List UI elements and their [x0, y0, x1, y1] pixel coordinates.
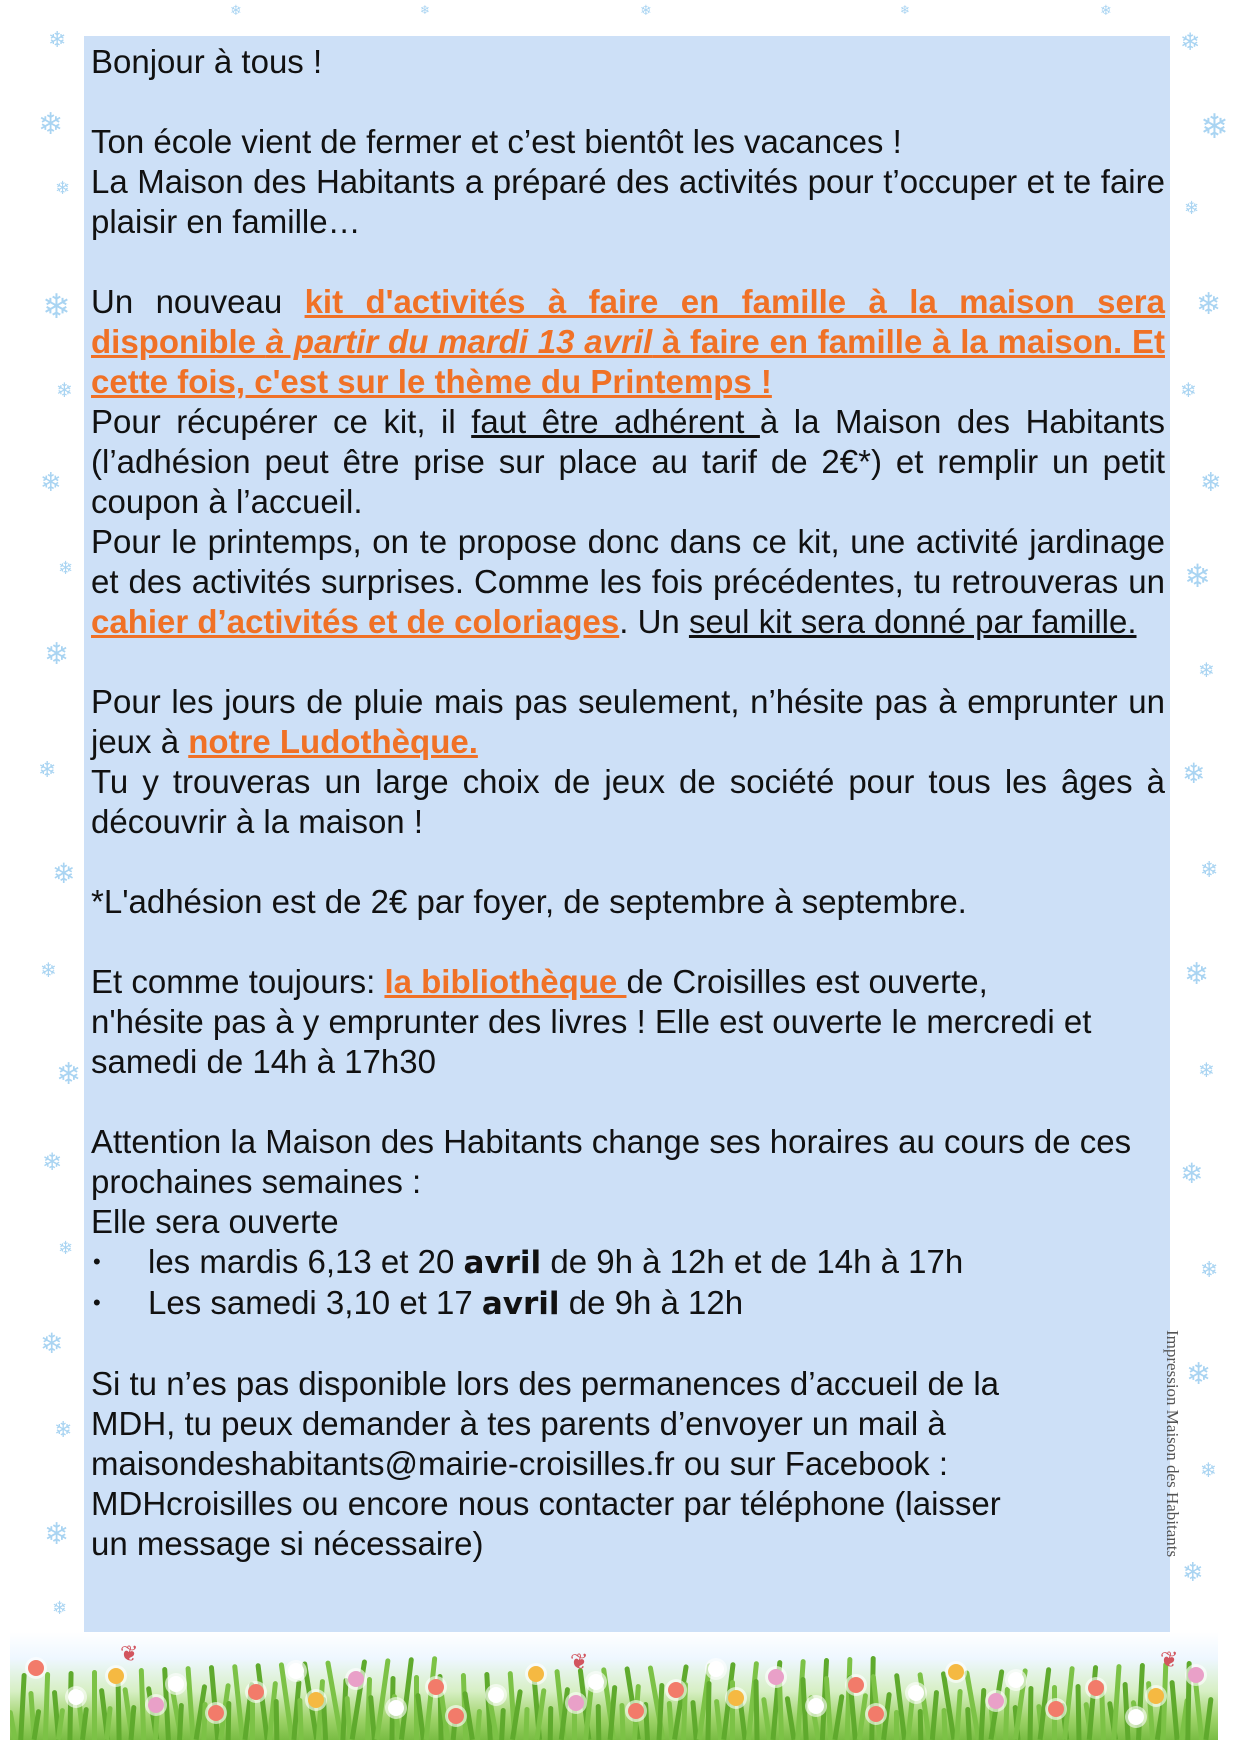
library-paragraph: Et comme toujours: la bibliothèque de Croisilles est ouverte, n'hésite pas à y emprunter des livres ! Elle est ouverte le mercredi et samedi de 14h à 17h30 [91, 963, 1092, 1080]
kit-prefix: Un nouveau [91, 283, 305, 320]
flower-icon [1188, 1667, 1204, 1683]
snowflake-icon: ❄ [58, 558, 74, 579]
snowflake-icon: ❄ [640, 3, 652, 19]
snowflake-icon: ❄ [1100, 3, 1112, 19]
snowflake-icon: ❄ [56, 378, 73, 402]
butterfly-icon: ❦ [1160, 1648, 1179, 1673]
grass-blade [705, 1681, 711, 1740]
snowflake-icon: ❄ [1182, 757, 1206, 790]
grass-blade [1203, 1697, 1213, 1740]
grass-blade [596, 1704, 602, 1740]
grass-blade [548, 1706, 554, 1740]
grass-blade [226, 1701, 232, 1740]
schedule-item-tuesdays: • les mardis 6,13 et 20 avril de 9h à 12h et de 14h à 17h [93, 1243, 964, 1281]
grass-blade [619, 1703, 625, 1740]
snowflake-icon: ❄ [1198, 658, 1215, 682]
snowflake-icon: ❄ [1200, 107, 1229, 147]
grass-blade [753, 1679, 759, 1740]
flower-icon [1048, 1701, 1064, 1717]
contact-line-2: MDH, tu peux demander à tes parents d’envoyer un mail à [91, 1405, 946, 1442]
grass-blade [399, 1657, 414, 1740]
flower-icon [1088, 1680, 1104, 1696]
snowflake-icon: ❄ [52, 857, 76, 890]
contact-line-4: MDHcroisilles ou encore nous contacter par téléphone (laisser [91, 1485, 1001, 1522]
grass-blade [250, 1700, 255, 1740]
snowflake-icon: ❄ [56, 1057, 82, 1092]
grass-blade [67, 1671, 73, 1740]
snowflake-icon: ❄ [52, 1598, 68, 1619]
bullet-icon: • [93, 1290, 101, 1315]
flower-icon [588, 1674, 604, 1690]
flower-icon [628, 1703, 644, 1719]
snowflake-icon: ❄ [1180, 378, 1197, 402]
flower-icon [1008, 1672, 1024, 1688]
grass-blade [1003, 1687, 1010, 1740]
flower-icon [108, 1668, 124, 1684]
grass-blade [930, 1690, 939, 1740]
grass-blade [201, 1702, 207, 1740]
snowflake-icon: ❄ [1184, 198, 1200, 219]
flower-icon [288, 1663, 304, 1679]
snowflake-icon: ❄ [48, 28, 67, 53]
flower-icon [68, 1689, 84, 1705]
snowflake-icon: ❄ [38, 107, 64, 142]
grass-blade [954, 1689, 963, 1740]
snowflake-icon: ❄ [1200, 1258, 1219, 1283]
spring-activities: Pour le printemps, on te propose donc dans ce kit, une activité jardinage et des activités surprises. Comme les fois précédentes, tu retrouveras un cahier d’activités et de coloriages. Un seul kit sera donné par famille. [91, 523, 1165, 640]
flower-icon [348, 1671, 364, 1687]
flower-icon [248, 1684, 264, 1700]
snowflake-icon: ❄ [1180, 1157, 1204, 1190]
flower-icon [768, 1669, 784, 1685]
kit-date: à partir du mardi 13 avril [265, 323, 653, 360]
snowflake-icon: ❄ [40, 1327, 64, 1360]
ludotheque-paragraph: Pour les jours de pluie mais pas seulement, n’hésite pas à emprunter un jeux à notre Ludothèque. [91, 683, 1165, 760]
flower-icon [1128, 1709, 1144, 1725]
flower-icon [388, 1700, 404, 1716]
snowflake-icon: ❄ [1196, 287, 1222, 322]
snowflake-icon: ❄ [1184, 557, 1211, 595]
snowflake-icon: ❄ [54, 1418, 73, 1443]
snowflake-icon: ❄ [55, 178, 71, 199]
schedule-intro: Attention la Maison des Habitants change ses horaires au cours de ces prochaines semaines : [91, 1123, 1132, 1200]
snowflake-icon: ❄ [1184, 957, 1210, 992]
grass-blade [1111, 1664, 1121, 1740]
grass-blade [10, 1710, 18, 1740]
grass-blade [297, 1698, 303, 1740]
grass-blade [424, 1656, 438, 1740]
flower-icon [428, 1679, 444, 1695]
grass-blade [730, 1680, 735, 1740]
flower-icon [988, 1693, 1004, 1709]
grass-blade [499, 1708, 506, 1740]
grass-blade [777, 1678, 784, 1740]
grass-blade [1087, 1665, 1099, 1740]
flower-icon [1148, 1688, 1164, 1704]
intro-line-2: La Maison des Habitants a préparé des activités pour t’occuper et te faire plaisir en famille… [91, 163, 1165, 240]
print-credit: Impression Maison des Habitants [1163, 1330, 1182, 1558]
grass-blade [18, 1673, 26, 1740]
grass-blade [832, 1694, 844, 1740]
flower-icon [28, 1660, 44, 1676]
membership-required: faut être adhérent [471, 403, 760, 440]
snowflake-icon: ❄ [900, 3, 911, 17]
snowflake-icon: ❄ [44, 1517, 70, 1552]
grass-blade [475, 1709, 482, 1740]
flower-icon [668, 1682, 684, 1698]
intro-line-1: Ton école vient de fermer et c’est bientôt les vacances ! [91, 123, 902, 160]
flower-icon [908, 1685, 924, 1701]
grass-blade [979, 1688, 987, 1740]
flower-icon [168, 1676, 184, 1692]
snowflake-icon: ❄ [1200, 1458, 1217, 1482]
snowflake-icon: ❄ [1180, 28, 1201, 56]
snowflake-icon: ❄ [58, 1238, 74, 1259]
letter-content [91, 42, 1165, 1564]
grass-blade [1169, 1680, 1179, 1740]
schedule-item-saturdays: • Les samedi 3,10 et 17 avril de 9h à 12h [93, 1284, 744, 1322]
grass-blade [43, 1672, 50, 1740]
grass-blade [92, 1670, 97, 1740]
ludotheque-description: Tu y trouveras un large choix de jeux de société pour tous les âges à découvrir à la maison ! [91, 763, 1165, 840]
snowflake-icon: ❄ [42, 287, 71, 327]
snowflake-icon: ❄ [230, 3, 242, 19]
grass-blade [374, 1658, 390, 1740]
snowflake-icon: ❄ [40, 958, 57, 982]
snowflake-icon: ❄ [420, 3, 431, 17]
snowflake-icon: ❄ [1200, 858, 1219, 883]
flower-icon [308, 1692, 324, 1708]
one-kit-per-family: seul kit sera donné par famille. [688, 603, 1137, 640]
bullet-icon: • [93, 1249, 101, 1274]
snowflake-icon: ❄ [1200, 468, 1222, 498]
ludotheque-link[interactable]: notre Ludothèque. [188, 723, 478, 760]
grass-blade [1028, 1686, 1034, 1740]
flower-icon [568, 1695, 584, 1711]
grass-blade [643, 1702, 650, 1740]
kit-pickup: Pour récupérer ce kit, il faut être adhérent à la Maison des Habitants (l’adhésion peut être prise sur place au tarif de 2€*) et remplir un petit coupon à l’accueil. [91, 403, 1165, 520]
snowflake-icon: ❄ [38, 758, 57, 783]
flower-icon [708, 1661, 724, 1677]
snowflake-icon: ❄ [1198, 1058, 1215, 1082]
greeting: Bonjour à tous ! [91, 43, 323, 80]
butterfly-icon: ❦ [120, 1642, 139, 1667]
snowflake-icon: ❄ [44, 637, 70, 672]
flower-icon [848, 1677, 864, 1693]
grass-blade [1076, 1684, 1082, 1740]
kit-highlight: kit d'activités à faire en famille à la maison sera disponible à partir du mardi 13 avril à faire en famille à la maison. Et cette fois, c'est sur le thème du Printemps ! [91, 283, 1165, 400]
flower-icon [148, 1697, 164, 1713]
grass-blade [139, 1668, 147, 1740]
flower-icon [728, 1690, 744, 1706]
activity-book-highlight: cahier d’activités et de coloriages [91, 603, 620, 640]
grass-blade [274, 1699, 280, 1740]
flower-icon [808, 1698, 824, 1714]
snowflake-icon: ❄ [42, 1148, 63, 1176]
flower-icon [448, 1708, 464, 1724]
contact-line-5: un message si nécessaire) [91, 1525, 484, 1562]
snowflake-icon: ❄ [40, 468, 62, 498]
flower-icon [528, 1666, 544, 1682]
flower-icon [208, 1705, 224, 1721]
grass-blade [523, 1707, 529, 1740]
flower-icon [488, 1687, 504, 1703]
snowflake-icon: ❄ [1186, 1357, 1212, 1392]
grass-blade [1136, 1663, 1145, 1740]
grass-blade [1193, 1679, 1204, 1740]
schedule-open: Elle sera ouverte [91, 1203, 339, 1240]
flower-icon [948, 1664, 964, 1680]
library-link[interactable]: la bibliothèque [384, 963, 627, 1000]
kit-announcement [91, 282, 1165, 402]
flower-icon [868, 1706, 884, 1722]
butterfly-icon: ❦ [570, 1650, 589, 1675]
contact-email[interactable]: maisondeshabitants@mairie-croisilles.fr ou sur Facebook : [91, 1445, 949, 1482]
grass-blade [185, 1666, 195, 1740]
membership-note: *L'adhésion est de 2€ par foyer, de septembre à septembre. [91, 883, 967, 920]
contact-line-1: Si tu n’es pas disponible lors des permanences d’accueil de la [91, 1365, 1000, 1402]
meadow-banner [10, 1632, 1218, 1740]
grass-blade [857, 1693, 868, 1740]
snowflake-icon: ❄ [1182, 1558, 1204, 1588]
